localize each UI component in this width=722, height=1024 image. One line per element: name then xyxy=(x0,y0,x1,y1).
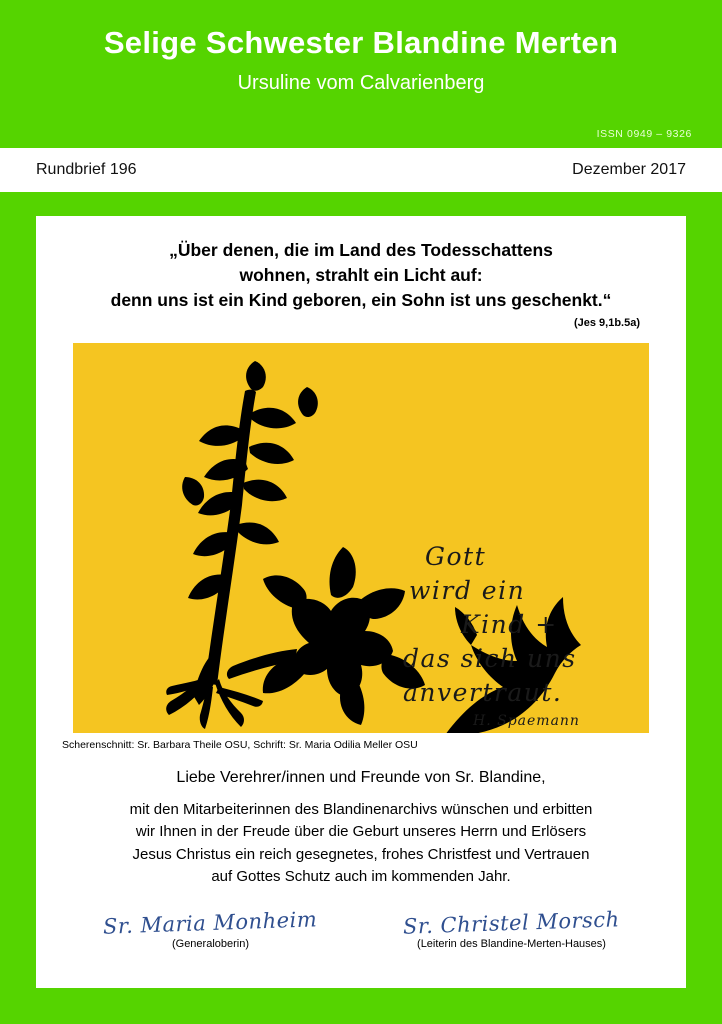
letter-line-4: auf Gottes Schutz auch im kommenden Jahr. xyxy=(211,868,511,886)
signature-name-2: Sr. Christel Morsch xyxy=(402,906,621,939)
issue-date: Dezember 2017 xyxy=(572,161,686,178)
signature-role-1: (Generaloberin) xyxy=(171,937,250,950)
content-card xyxy=(36,216,686,988)
signature-row xyxy=(60,906,662,950)
scripture-reference: (Jes 9,1b.5a) xyxy=(573,316,640,329)
publication-subtitle: Ursuline vom Calvarienberg xyxy=(237,72,485,95)
masthead xyxy=(0,0,722,148)
issue-number: Rundbrief 196 xyxy=(36,161,137,178)
quote-line-2: wohnen, strahlt ein Licht auf: xyxy=(239,264,483,285)
artwork-panel xyxy=(73,343,649,733)
signature-name-1: Sr. Maria Monheim xyxy=(103,906,318,939)
letter-salutation: Liebe Verehrer/innen und Freunde von Sr. Blandine, xyxy=(176,768,546,786)
calligraphy-line-1: Gott xyxy=(425,541,487,571)
publication-title: Selige Schwester Blandine Merten xyxy=(103,25,619,60)
signature-block-1 xyxy=(66,906,356,950)
signature-block-2 xyxy=(367,906,657,950)
calligraphy-line-5: anvertraut. xyxy=(403,677,563,707)
signature-role-2: (Leiterin des Blandine-Merten-Hauses) xyxy=(417,937,606,950)
quote-line-3: denn uns ist ein Kind geboren, ein Sohn ist uns geschenkt.“ xyxy=(110,289,612,310)
letter-line-2: wir Ihnen in der Freude über die Geburt unseres Herrn und Erlösers xyxy=(135,823,587,841)
letter-line-1: mit den Mitarbeiterinnen des Blandinenarchivs wünschen und erbitten xyxy=(129,800,593,818)
issue-bar xyxy=(0,148,722,192)
calligraphy-line-4: das sich uns xyxy=(403,643,577,673)
letter-line-3: Jesus Christus ein reich gesegnetes, frohes Christfest und Vertrauen xyxy=(132,845,590,863)
issn-label: ISSN 0949 – 9326 xyxy=(596,128,692,140)
letter-body xyxy=(60,799,662,889)
calligraphy-line-2: wird ein xyxy=(409,575,526,605)
green-frame xyxy=(0,192,722,1024)
scripture-quote xyxy=(60,238,662,313)
papercut-silhouette-icon xyxy=(73,343,649,733)
calligraphy-signature: H. Spaemann xyxy=(473,712,580,729)
calligraphy-line-3: Kind + xyxy=(461,609,558,639)
quote-line-1: „Über denen, die im Land des Todesschattens xyxy=(169,240,553,260)
artwork-caption: Scherenschnitt: Sr. Barbara Theile OSU, Schrift: Sr. Maria Odilia Meller OSU xyxy=(62,738,418,751)
